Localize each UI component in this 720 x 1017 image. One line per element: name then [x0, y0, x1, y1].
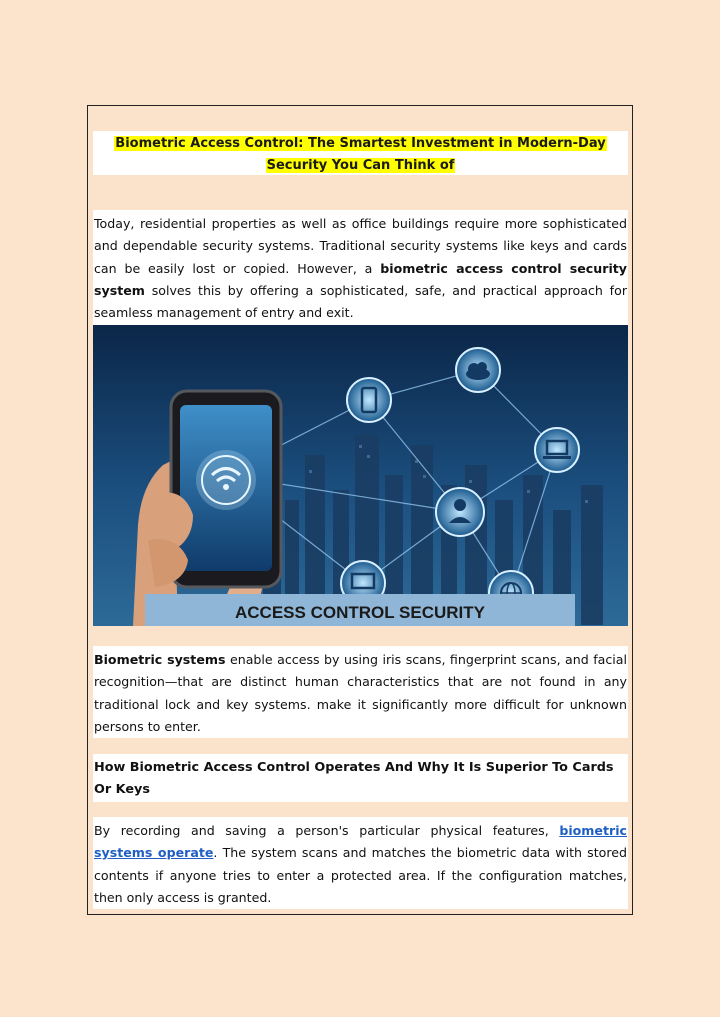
laptop-icon — [535, 428, 579, 472]
access-control-illustration — [93, 325, 628, 626]
title-line-1: Biometric Access Control: The Smartest Investment in Modern-Day — [115, 136, 606, 151]
operate-block — [93, 817, 628, 909]
title-block — [93, 131, 628, 175]
document-title — [93, 133, 628, 177]
cloud-icon — [456, 348, 500, 392]
wifi-icon — [196, 450, 256, 510]
section-heading: How Biometric Access Control Operates And Why It Is Superior To Cards Or Keys — [94, 760, 614, 797]
intro-text-before: Today, residential properties as well as office buildings require more sophisticated and dependable security systems. Traditional security systems like keys and cards can be easily lost or copied. However, a — [94, 216, 627, 276]
intro-paragraph — [93, 210, 628, 326]
operate-text-before: By recording and saving a person's particular physical features, — [94, 823, 560, 838]
document-page — [87, 105, 633, 915]
biometric-text: enable access by using iris scans, fingerprint scans, and facial recognition—that are distinct human characteristics that are not found in any traditional lock and key systems. make it significantly more difficult for unknown persons to enter. — [94, 652, 628, 734]
intro-text-after: solves this by offering a sophisticated, safe, and practical approach for seamless management of entry and exit. — [94, 282, 627, 321]
operate-paragraph — [93, 817, 628, 911]
intro-bold-term: biometric access control security system — [94, 260, 627, 298]
biometric-bold-term: Biometric systems — [94, 652, 226, 667]
biometric-systems-link[interactable]: biometric systems operate — [94, 823, 627, 861]
operate-text-after: . The system scans and matches the biometric data with stored contents if anyone tries to enter a protected area. If the configuration matches, then only access is granted. — [94, 845, 628, 905]
title-line-2: Security You Can Think of — [266, 158, 455, 173]
section-heading-block — [93, 754, 628, 802]
smartphone-icon — [347, 378, 391, 422]
user-icon — [436, 488, 484, 536]
biometric-paragraph — [93, 646, 628, 740]
banner-text: ACCESS CONTROL SECURITY — [235, 603, 485, 622]
intro-block — [93, 210, 628, 325]
access-control-image — [93, 325, 628, 626]
biometric-block — [93, 646, 628, 738]
